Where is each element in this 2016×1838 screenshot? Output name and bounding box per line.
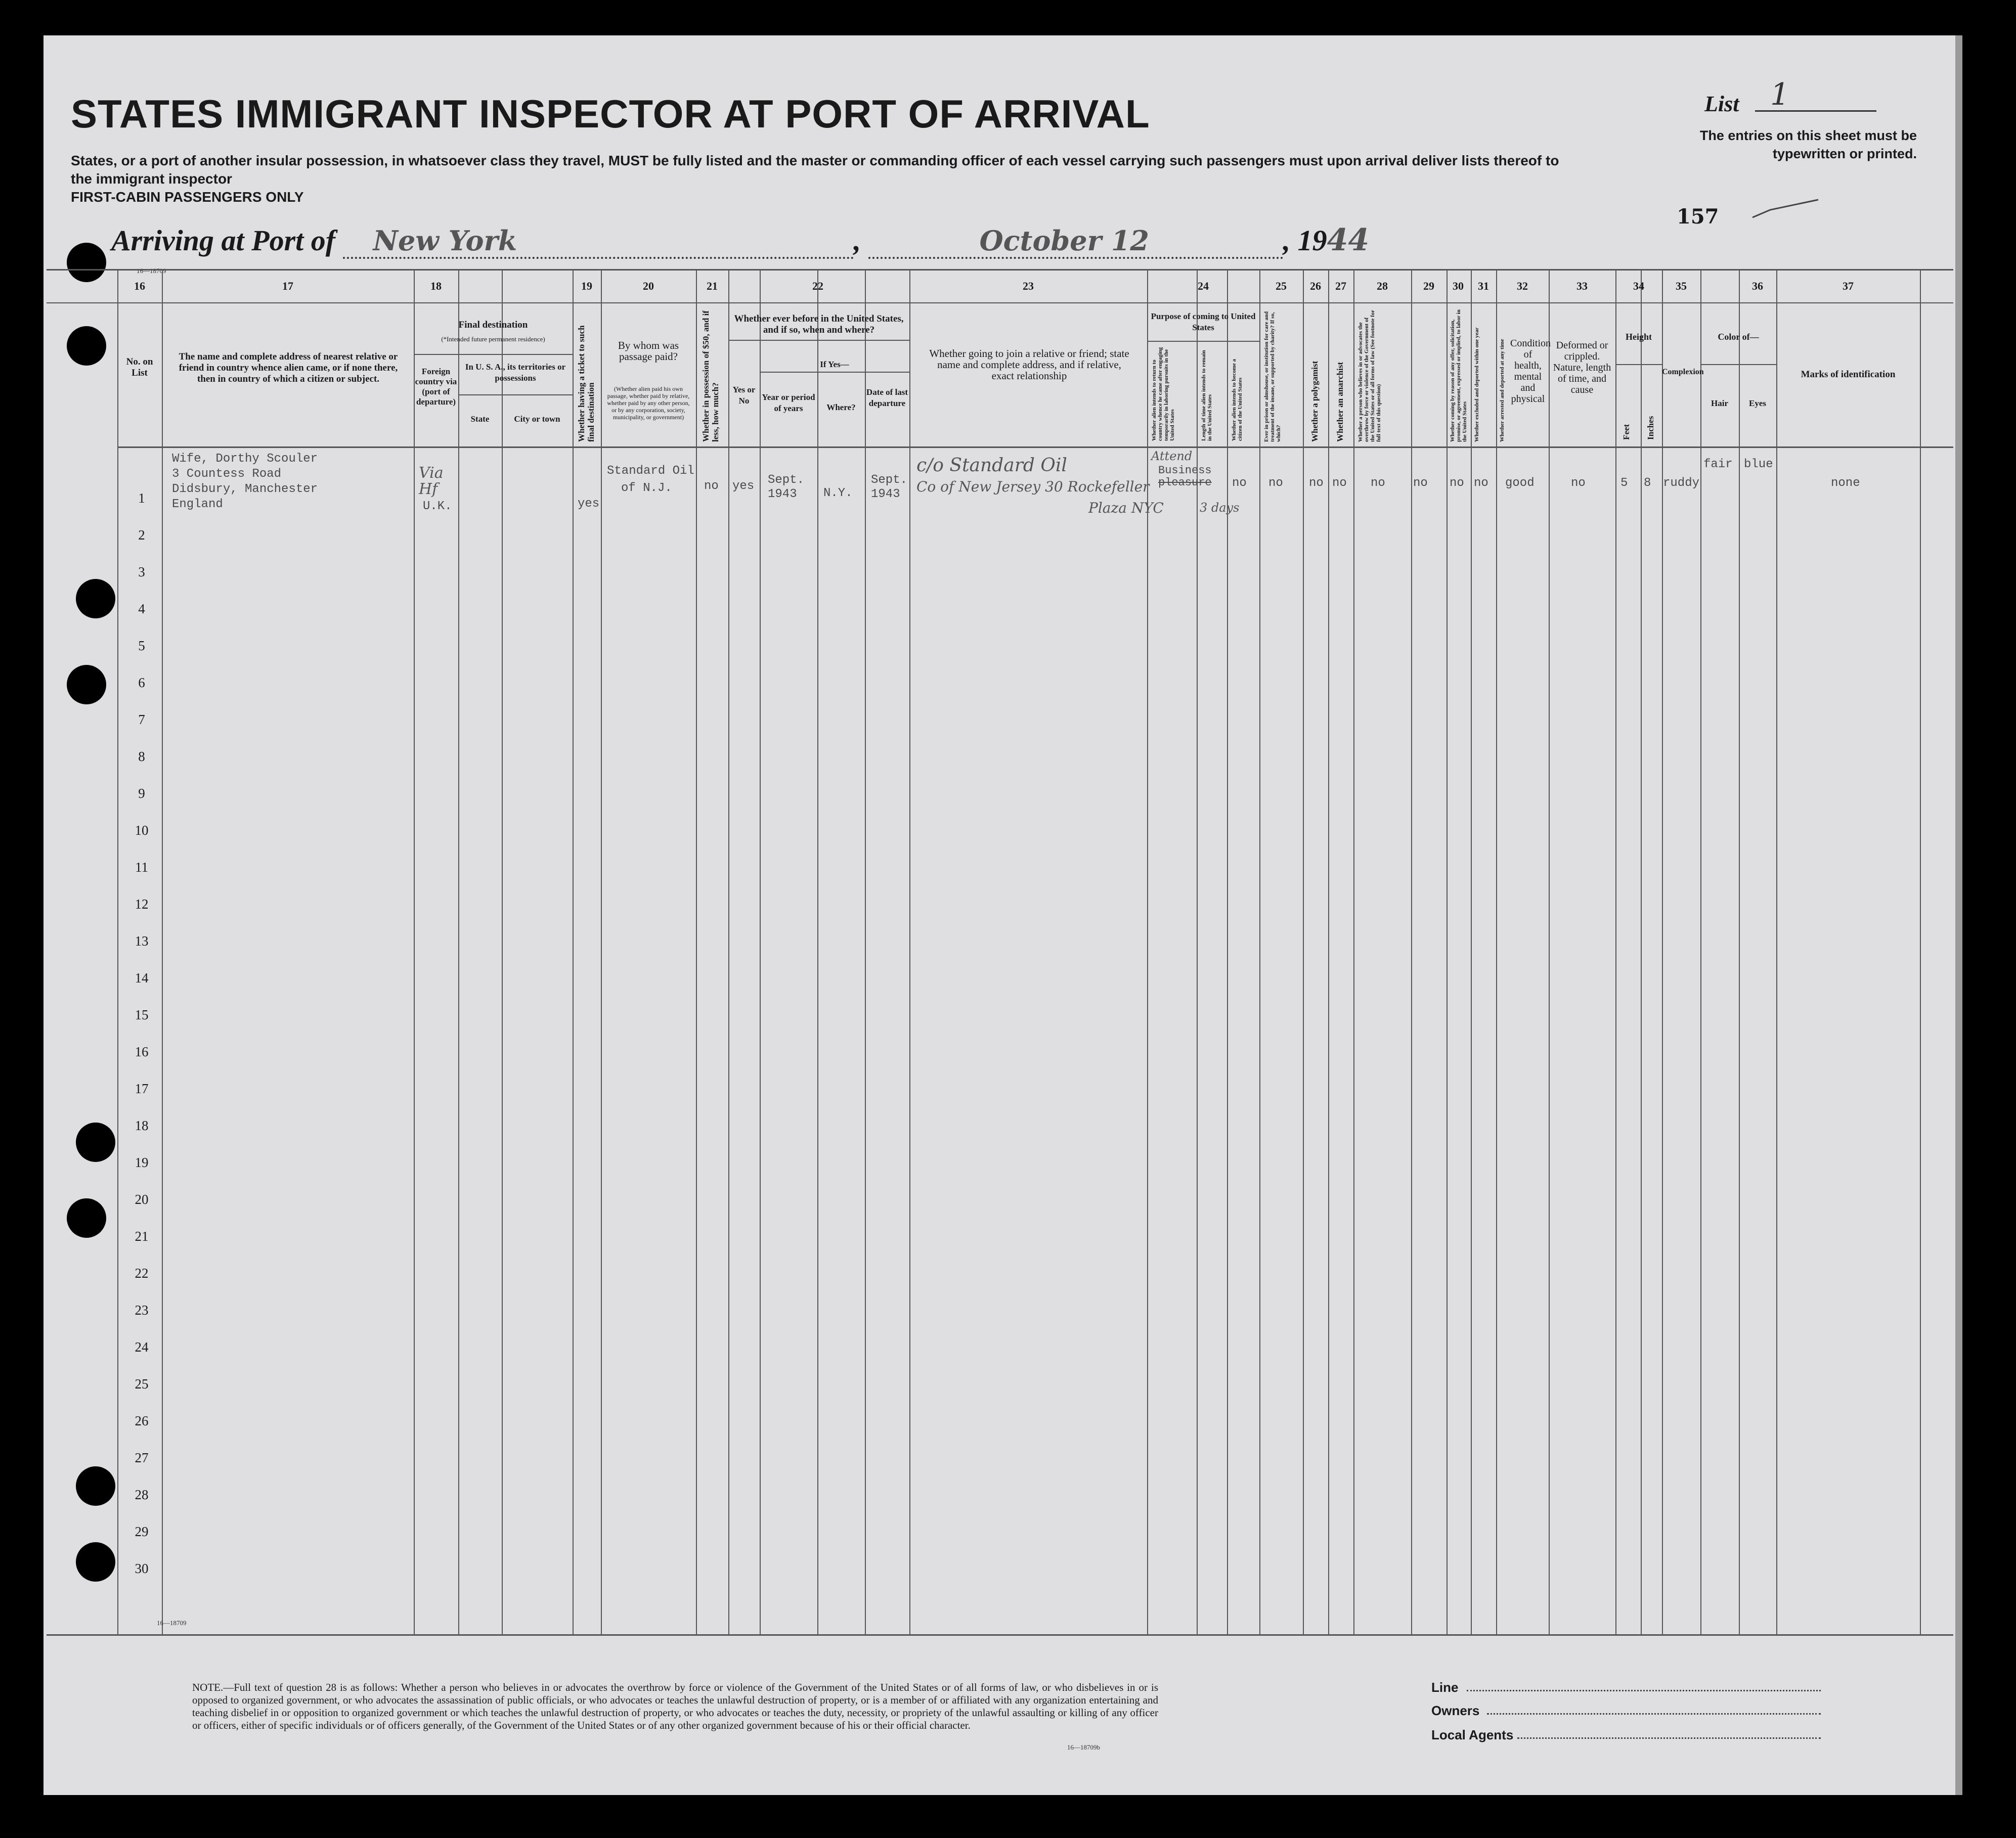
header-question-28: Whether a person who believes in or advocates the overthrow by force or violence of the Government of the United States or of all forms of law (See footnote for full text of this question) (1357, 310, 1382, 442)
question-28-footnote: NOTE.—Full text of question 28 is as follows: Whether a person who believes in or advocates the overthrow by force or violence of the Government of the United States or of all forms of law, or who disbelieves in or is opposed to organized government, or who advocates the assassination of public officials, or who advocates or teaches the unlawful destruction of property, or is a member of or affiliated with any organization entertaining and teaching disbelief in or opposition to organized government or which teaches the unlawful destruction of property, or who advocates or teaches the duty, necessity, or propriety of the unlawful assaulting or killing of any officer or officers, either of specific individuals or of officers generally, of the Government of the United States or of any other organized government because of his or their official character. (192, 1681, 1158, 1731)
list-number: 1 (1770, 77, 1790, 112)
header-purpose: Purpose of coming to United States (1151, 311, 1256, 332)
form-code-bottom: 16—18709 (157, 1619, 187, 1627)
grid-number-row-border (47, 302, 1953, 303)
column-divider (1920, 269, 1921, 1634)
column-divider (1227, 269, 1228, 1634)
header-yes-no: Yes or No (732, 385, 756, 406)
excluded-value: no (1450, 476, 1464, 490)
header-no-on-list: No. on List (126, 356, 153, 378)
column-divider (909, 269, 910, 1634)
header-complexion: Complexion (1662, 368, 1704, 376)
header-join-relative: Whether going to join a relative or friend; state name and complete address, and if relative, exact relationship (929, 347, 1129, 382)
complexion-value: ruddy (1663, 476, 1700, 490)
grid-header-bottom (117, 446, 1953, 448)
local-agents-label: Local Agents (1431, 1727, 1514, 1742)
header-length-stay: Length of time alien intends to remain in the United States (1201, 350, 1213, 441)
column-number: 30 (1453, 280, 1464, 292)
list-label: List (1704, 92, 1739, 116)
punch-hole (76, 1542, 115, 1582)
row-number: 25 (135, 1376, 149, 1392)
subheader-line (1615, 364, 1662, 365)
subheader-line (1147, 341, 1259, 342)
header-inches: Inches (1646, 416, 1655, 440)
column-divider (760, 269, 761, 1634)
column-divider (1662, 269, 1663, 1634)
row-number: 1 (138, 490, 145, 506)
column-divider (1303, 269, 1304, 1634)
column-divider (1353, 269, 1354, 1634)
row-number: 20 (135, 1192, 149, 1207)
passage-line: Standard Oil (607, 464, 694, 478)
header-city: City or town (514, 414, 560, 424)
row-number: 16 (135, 1044, 149, 1059)
year-prefix: 19 (1297, 224, 1327, 257)
sheet-number: 157 (1677, 205, 1719, 229)
column-number: 31 (1478, 280, 1489, 292)
column-number: 21 (707, 280, 718, 292)
column-number: 37 (1843, 280, 1854, 292)
column-number: 16 (134, 280, 145, 292)
row-number: 26 (135, 1413, 149, 1428)
header-state: State (470, 414, 490, 424)
header-year-period: Year or period of years (762, 392, 815, 413)
form-subtitle: States, or a port of another insular possession, in whatsoever class they travel, MUST be fully listed and the master or commanding officer of each vessel carrying such passengers must upon arrival deliver lists thereof to the immigrant inspector (71, 153, 1559, 187)
column-divider (502, 269, 503, 1634)
column-number: 20 (643, 280, 654, 292)
header-become-citizen: Whether alien intends to become a citizen of the United States (1231, 358, 1243, 441)
row-number: 21 (135, 1229, 149, 1244)
column-divider (865, 269, 866, 1634)
question-28-value: no (1371, 476, 1385, 490)
relative-address-cell (172, 452, 318, 512)
typewritten-note: The entries on this sheet must be typewritten or printed. (1699, 128, 1917, 161)
fifty-dollar-value: no (704, 479, 719, 493)
column-number: 34 (1633, 280, 1644, 292)
row-number: 10 (135, 823, 149, 838)
relative-line: 3 Countess Road (172, 467, 282, 481)
column-number: 23 (1023, 280, 1034, 292)
header-where: Where? (826, 402, 856, 412)
punch-hole (76, 1466, 115, 1506)
line-field (1467, 1690, 1821, 1691)
prison-value: no (1268, 476, 1283, 490)
passage-paid-cell (607, 463, 694, 497)
header-final-destination-note: (*Intended future permanent residence) (441, 335, 545, 343)
column-divider (1739, 269, 1740, 1634)
header-marks: Marks of identification (1801, 369, 1896, 380)
header-passage-paid: By whom was passage paid? (618, 339, 679, 363)
column-number: 29 (1423, 280, 1434, 292)
column-divider (1447, 269, 1448, 1634)
list-underline (1755, 110, 1876, 112)
row-number: 4 (138, 601, 145, 616)
column-divider (162, 269, 163, 1634)
deported-value: no (1474, 476, 1488, 490)
column-number: 27 (1335, 280, 1346, 292)
subheader-line (414, 354, 573, 355)
header-foreign-country: Foreign country via (port of departure) (415, 367, 457, 407)
column-number: 32 (1517, 280, 1528, 292)
before-yes-value: yes (732, 479, 755, 493)
column-number: 33 (1576, 280, 1588, 292)
join-line: Co of New Jersey 30 Rockefeller (916, 478, 1150, 495)
row-number: 27 (135, 1450, 149, 1465)
foreign-country-typed: U.K. (423, 500, 452, 513)
punch-hole (67, 1198, 106, 1238)
header-feet: Feet (1621, 424, 1631, 440)
marks-value: none (1831, 476, 1860, 490)
labor-offer-value: no (1413, 476, 1428, 490)
column-number: 26 (1310, 280, 1321, 292)
polygamist-value: no (1309, 476, 1324, 490)
header-labor-offer: Whether coming by reason of any offer, solicitation, promise, or agreement, expressed or implied, to labor in the United States (1450, 309, 1468, 442)
row-number: 8 (138, 749, 145, 764)
join-line: Plaza NYC (1088, 500, 1164, 516)
grid-bottom-border (47, 1634, 1953, 1636)
row-number: 13 (135, 933, 149, 949)
column-divider (573, 269, 574, 1634)
row-number: 2 (138, 527, 145, 543)
row-number: 23 (135, 1303, 149, 1318)
header-eyes: Eyes (1749, 398, 1766, 408)
punch-hole (67, 665, 106, 704)
deformed-value: no (1571, 476, 1586, 490)
header-excluded: Whether excluded and deported within one year (1474, 327, 1480, 442)
header-polygamist: Whether a polygamist (1310, 361, 1320, 442)
feet-value: 5 (1620, 476, 1628, 490)
purpose-struck: pleasure (1158, 476, 1212, 489)
length-of-stay: 3 days (1200, 501, 1240, 515)
subheader-line (760, 372, 909, 373)
inches-value: 8 (1644, 476, 1651, 490)
header-deformed: Deformed or crippled. Nature, length of time, and cause (1553, 340, 1611, 395)
column-divider (1615, 269, 1616, 1634)
manifest-sheet (43, 35, 1962, 1795)
row-number: 11 (135, 860, 148, 875)
column-divider (1776, 269, 1777, 1634)
punch-hole (67, 326, 106, 366)
column-number: 19 (581, 280, 592, 292)
port-value: New York (343, 225, 854, 259)
column-divider (1496, 269, 1497, 1634)
header-anarchist: Whether an anarchist (1335, 362, 1345, 442)
last-departure-cell (871, 473, 907, 502)
row-number: 6 (138, 675, 145, 690)
row-number: 9 (138, 786, 145, 801)
header-last-departure: Date of last departure (866, 387, 908, 408)
column-divider (728, 269, 729, 1634)
grid-top-border (47, 269, 1953, 271)
header-health: Condition of health, mental and physical (1510, 338, 1551, 405)
header-final-destination: Final destination (458, 320, 528, 330)
arriving-label: Arriving at Port of (111, 224, 336, 257)
date-value: October 12 (868, 225, 1283, 259)
column-number: 25 (1276, 280, 1287, 292)
column-divider (414, 269, 415, 1634)
where-value: N.Y. (823, 486, 853, 500)
relative-line: Didsbury, Manchester (172, 482, 318, 496)
hair-value: fair (1703, 458, 1733, 471)
foreign-via-handwritten: Via Hf (419, 464, 444, 498)
header-fifty-dollars: Whether in possession of $50, and if less, how much? (701, 310, 720, 442)
header-deported: Whether arrested and deported at any time (1499, 339, 1505, 442)
owners-label: Owners (1431, 1703, 1480, 1718)
header-return-country: Whether alien intends to return to country whence he came after engaging temporarily in laboring pursuits in the United States (1151, 347, 1175, 441)
row-number: 7 (138, 712, 145, 727)
owners-field (1487, 1713, 1821, 1715)
join-line: c/o Standard Oil (916, 455, 1067, 476)
column-number: 18 (430, 280, 442, 292)
year-cell (768, 473, 804, 502)
column-number: 35 (1676, 280, 1687, 292)
subheader-line (1700, 364, 1776, 365)
column-divider (696, 269, 697, 1634)
row-number: 17 (135, 1081, 149, 1096)
column-number: 28 (1377, 280, 1388, 292)
footnote-code: 16—18709b (1067, 1743, 1100, 1751)
column-divider (117, 269, 118, 1634)
header-passage-note: (Whether alien paid his own passage, whether paid by relative, whether paid by any other person, or by any corporation, society, municipality, or government) (607, 385, 690, 421)
column-divider (458, 269, 459, 1634)
column-divider (1411, 269, 1412, 1634)
column-number: 22 (812, 280, 823, 292)
join-relative-cell (916, 455, 1164, 519)
relative-line: England (172, 498, 223, 511)
punch-hole (76, 1123, 115, 1162)
form-code-top: 16—18709 (137, 267, 166, 275)
header-height: Height (1626, 332, 1652, 342)
date-line: Sept. (871, 473, 908, 487)
column-divider (1328, 269, 1329, 1634)
ticket-value: yes (578, 497, 600, 511)
subheader-line (458, 394, 573, 395)
arrival-line: Arriving at Port of New York , October 12 , 1944 (111, 222, 1370, 258)
subheader-line (728, 340, 909, 341)
row-number: 28 (135, 1487, 149, 1502)
cabin-class-note: FIRST-CABIN PASSENGERS ONLY (71, 189, 304, 205)
date-line: 1943 (871, 487, 900, 501)
column-divider (1549, 269, 1550, 1634)
header-prison: Ever in prison or almshouse, or institution for care and treatment of the insane, or supported by charity? If so, which? (1263, 311, 1282, 442)
header-in-usa: In U. S. A., its territories or possessions (465, 362, 566, 383)
column-divider (1471, 269, 1472, 1634)
row-number: 22 (135, 1266, 149, 1281)
relative-line: Wife, Dorthy Scouler (172, 452, 318, 466)
column-divider (1641, 269, 1642, 1634)
row-number: 12 (135, 896, 149, 912)
row-number: 29 (135, 1524, 149, 1539)
column-number: 24 (1198, 280, 1209, 292)
citizen-value: no (1232, 476, 1247, 490)
punch-hole (67, 243, 106, 282)
year-suffix: 44 (1327, 222, 1370, 258)
row-number: 14 (135, 970, 149, 985)
header-if-yes: If Yes— (820, 360, 849, 369)
passage-line: of N.J. (621, 481, 672, 495)
year-line: 1943 (768, 487, 797, 501)
eyes-value: blue (1744, 458, 1773, 471)
local-agents-field (1517, 1737, 1821, 1739)
form-title: STATES IMMIGRANT INSPECTOR AT PORT OF ARRIVAL (71, 92, 1150, 136)
health-value: good (1505, 476, 1535, 490)
column-divider (1700, 269, 1701, 1634)
line-label: Line (1431, 1680, 1459, 1695)
year-line: Sept. (768, 473, 805, 487)
column-divider (1259, 269, 1260, 1634)
row-number: 3 (138, 564, 145, 579)
header-before-in-us: Whether ever before in the United States, and if so, when and where? (734, 313, 904, 335)
column-number: 17 (282, 280, 293, 292)
punch-hole (76, 579, 115, 618)
row-number: 19 (135, 1155, 149, 1170)
header-ticket: Whether having a ticket to such final destination (577, 325, 596, 442)
row-number: 5 (138, 638, 145, 653)
header-color-of: Color of— (1718, 332, 1759, 342)
anarchist-value: no (1332, 476, 1347, 490)
row-number: 24 (135, 1339, 149, 1355)
header-hair: Hair (1711, 398, 1728, 408)
row-number: 15 (135, 1007, 149, 1022)
row-number: 30 (135, 1561, 149, 1576)
purpose-handwritten: Attend (1151, 449, 1193, 463)
column-divider (817, 269, 818, 1634)
header-relative-address: The name and complete address of nearest relative or friend in country whence alien came, or if none there, then in country of which a citizen or subject. (179, 351, 398, 384)
row-number: 18 (135, 1118, 149, 1133)
check-mark-icon (1750, 197, 1821, 222)
column-number: 36 (1752, 280, 1763, 292)
purpose-typed: Business (1158, 464, 1212, 477)
column-divider (601, 269, 602, 1634)
